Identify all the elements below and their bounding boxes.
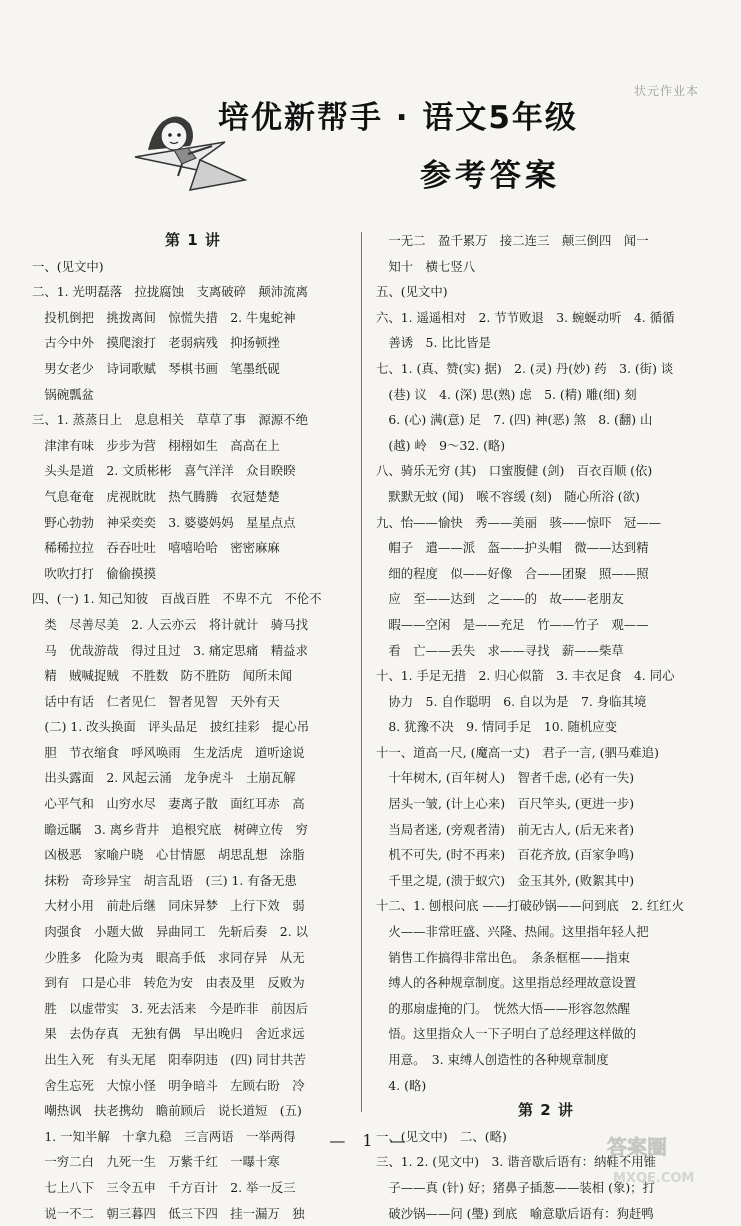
answer-line: 帽子 遣——派 盔——护头帽 微——达到精 [376,540,649,556]
answer-line: 应 至——达到 之——的 故——老朋友 [376,591,624,607]
answer-line: 十年树木, (百年树人) 智者千虑, (必有一失) [376,770,635,786]
answer-line: 8. 犹豫不决 9. 情同手足 10. 随机应变 [376,719,618,735]
answer-line: 悟。这里指众人一下子明白了总经理这样做的 [376,1026,637,1042]
answer-line: 精 贼喊捉贼 不胜数 防不胜防 闻所未闻 [32,668,293,684]
answer-line: 气息奄奄 虎视眈眈 热气腾腾 衣冠楚楚 [32,488,280,504]
answer-line: 当局者迷, (旁观者清) 前无古人, (后无来者) [376,821,635,837]
answer-line: 破沙锅——问 (璺) 到底 喻意歇后语有：狗赶鸭 [376,1205,654,1221]
answer-line: 6. (心) 满(意) 足 7. (四) 神(恶) 煞 8. (翻) 山 [376,412,653,428]
answer-line: 吹吹打打 偷偷摸摸 [32,565,156,581]
answer-line: 千里之堤, (溃于蚁穴) 金玉其外, (败絮其中) [376,872,635,888]
answer-line: 八、骑乐无穷 (其) 口蜜腹健 (剑) 百衣百顺 (依) [376,463,653,479]
answer-line: 话中有话 仁者见仁 智者见智 天外有天 [32,693,280,709]
answer-line: 一无二 盈千累万 接二连三 颠三倒四 闻一 [376,233,649,248]
answer-line: 少胜多 化险为夷 眼高手低 求同存异 从无 [32,949,305,965]
answer-line: 果 去伪存真 无独有偶 早出晚归 舍近求远 [32,1026,305,1042]
answer-line: 知十 横七竖八 [376,258,476,274]
answer-line: 三、1. 2. (见文中) 3. 谐音歇后语有：纳鞋不用锥 [376,1154,656,1170]
answer-line: 稀稀拉拉 吞吞吐吐 嘻嘻哈哈 密密麻麻 [32,540,280,556]
answer-line: 十一、道高一尺, (魔高一丈) 君子一言, (驷马难追) [376,744,659,760]
corner-stamp: 状元作业本 [633,84,699,98]
page-subtitle: 参考答案 [420,158,560,194]
answer-line: 默默无蚊 (闻) 喉不容缓 (刻) 随心所浴 (欲) [376,488,640,504]
answer-line: 舍生忘死 大惊小怪 明争暗斗 左顾右盼 冷 [32,1077,305,1093]
answer-line: 协力 5. 自作聪明 6. 自以为是 7. 身临其境 [376,693,647,709]
answer-line: 1. 一知半解 十拿九稳 三言两语 一举两得 [32,1128,296,1144]
answer-line: 出头露面 2. 风起云涌 龙争虎斗 土崩瓦解 [32,770,296,786]
answer-line: 到有 口是心非 转危为安 由表及里 反败为 [32,975,305,991]
answer-line: 二、1. 光明磊落 拉拢腐蚀 支离破碎 颠沛流离 [32,284,308,300]
answer-line: 胜 以虚带实 3. 死去活来 今是昨非 前因后 [32,1000,308,1016]
answer-line: 七上八下 三令五申 千方百计 2. 举一反三 [32,1179,296,1195]
answer-line: 十二、1. 刨根问底 ——打破砂锅——问到底 2. 红红火 [376,898,685,914]
answer-line: 马 优哉游哉 得过且过 3. 痛定思痛 精益求 [32,642,308,658]
answer-line: 的那扇虚掩的门。 恍然大悟——形容忽然醒 [376,1000,631,1016]
answer-line: 四、(一) 1. 知己知彼 百战百胜 不卑不亢 不伦不 [32,591,322,607]
answer-line: 说一不二 朝三暮四 低三下四 挂一漏万 独 [32,1205,305,1221]
answer-line: 十、1. 手足无措 2. 归心似箭 3. 丰衣足食 4. 同心 [376,668,675,684]
lesson-heading: 第 1 讲 [165,231,221,249]
page-title: 培优新帮手 · 语文5年级 [218,100,578,136]
answer-line: 胆 节衣缩食 呼风唤雨 生龙活虎 道听途说 [32,744,305,760]
answer-line: 看 亡——丢失 求——寻找 薪——柴草 [376,642,624,658]
answer-line: 津津有味 步步为营 栩栩如生 高高在上 [32,437,280,453]
answer-line: 肉强食 小题大做 异曲同工 先斩后奏 2. 以 [32,924,308,940]
answer-line: (巷) 议 4. (深) 思(熟) 虑 5. (精) 雕(细) 刻 [376,386,637,402]
answer-line: 九、怡——愉快 秀——美丽 骇——惊吓 冠—— [376,514,661,530]
answer-line: (二) 1. 改头换面 评头品足 披红挂彩 提心吊 [32,719,310,735]
answer-line: 锅碗瓢盆 [32,386,94,402]
answer-line: 居头一皱, (计上心来) 百尺竿头, (更进一步) [376,796,635,812]
answer-line: 一穷二白 九死一生 万紫千红 一曝十寒 [32,1154,280,1170]
answer-line: (越) 岭 9～32. (略) [376,437,506,453]
answer-line: 五、(见文中) [376,284,448,300]
answer-line: 机不可失, (时不再来) 百花齐放, (百家争鸣) [376,847,635,863]
right-answer-column [376,228,716,1226]
left-answer-column [32,228,354,1226]
answer-line: 细的程度 似——好像 合——团聚 照——照 [376,565,649,581]
answer-line: 类 尽善尽美 2. 人云亦云 将计就计 骑马找 [32,616,308,632]
watermark-sub: MXQE.COM [613,1171,695,1186]
answer-line: 一、(见文中) [32,258,104,274]
answer-line: 六、1. 遥遥相对 2. 节节败退 3. 蜿蜒动听 4. 循循 [376,309,675,325]
answer-line: 用意。 3. 束缚人创造性的各种规章制度 [376,1052,609,1067]
answer-line: 嘲热讽 扶老携幼 瞻前顾后 说长道短 (五) [32,1103,302,1119]
answer-line: 缚人的各种规章制度。这里指总经理故意设置 [376,975,637,991]
answer-line: 古今中外 摸爬滚打 老弱病残 抑扬顿挫 [32,335,280,351]
answer-line: 4. (略) [376,1077,427,1093]
answer-line: 大材小用 前赴后继 同床异梦 上行下效 弱 [32,898,305,914]
answer-line: 抹粉 奇珍异宝 胡言乱语 (三) 1. 有备无患 [32,872,297,888]
answer-line: 七、1. (真、赞(实) 据) 2. (灵) 丹(妙) 药 3. (街) 谈 [376,360,674,376]
page-header [120,88,680,208]
page-number: — 1 — [329,1131,412,1150]
answer-line: 善诱 5. 比比皆是 [376,335,491,351]
answer-line: 销售工作搞得非常出色。 条条框框——指束 [376,949,631,965]
answer-line: 一、(见文中) 二、(略) [376,1128,507,1144]
watermark-main: 答案圈 [607,1135,667,1159]
answer-line: 头头是道 2. 文质彬彬 喜气洋洋 众目睽睽 [32,463,296,479]
lesson-heading: 第 2 讲 [518,1101,574,1120]
answer-line: 火——非常旺盛、兴隆、热闹。这里指年轻人把 [376,924,649,940]
answer-line: 子——真 (针) 好；猪鼻子插葱——装相 (象)；打 [376,1179,655,1195]
answer-line: 瞻远瞩 3. 离乡背井 追根究底 树碑立传 穷 [32,821,308,837]
answer-line: 凶极恶 家喻户晓 心甘情愿 胡思乱想 涂脂 [32,847,305,863]
answer-line: 三、1. 蒸蒸日上 息息相关 草草了事 源源不绝 [32,412,308,428]
column-divider [361,232,362,1112]
answer-line: 出生入死 有头无尾 阳奉阴违 (四) 同甘共苦 [32,1052,306,1067]
answer-line: 野心勃勃 神采奕奕 3. 婆婆妈妈 星星点点 [32,514,296,530]
answer-line: 心平气和 山穷水尽 妻离子散 面红耳赤 高 [32,796,305,812]
answer-line: 暇——空闲 是——充足 竹——竹子 观—— [376,616,649,632]
watermark-logo [603,1124,727,1190]
answer-line: 投机倒把 挑拨离间 惊慌失措 2. 牛鬼蛇神 [32,309,296,325]
answer-line: 男女老少 诗词歌赋 琴棋书画 笔墨纸砚 [32,360,280,376]
